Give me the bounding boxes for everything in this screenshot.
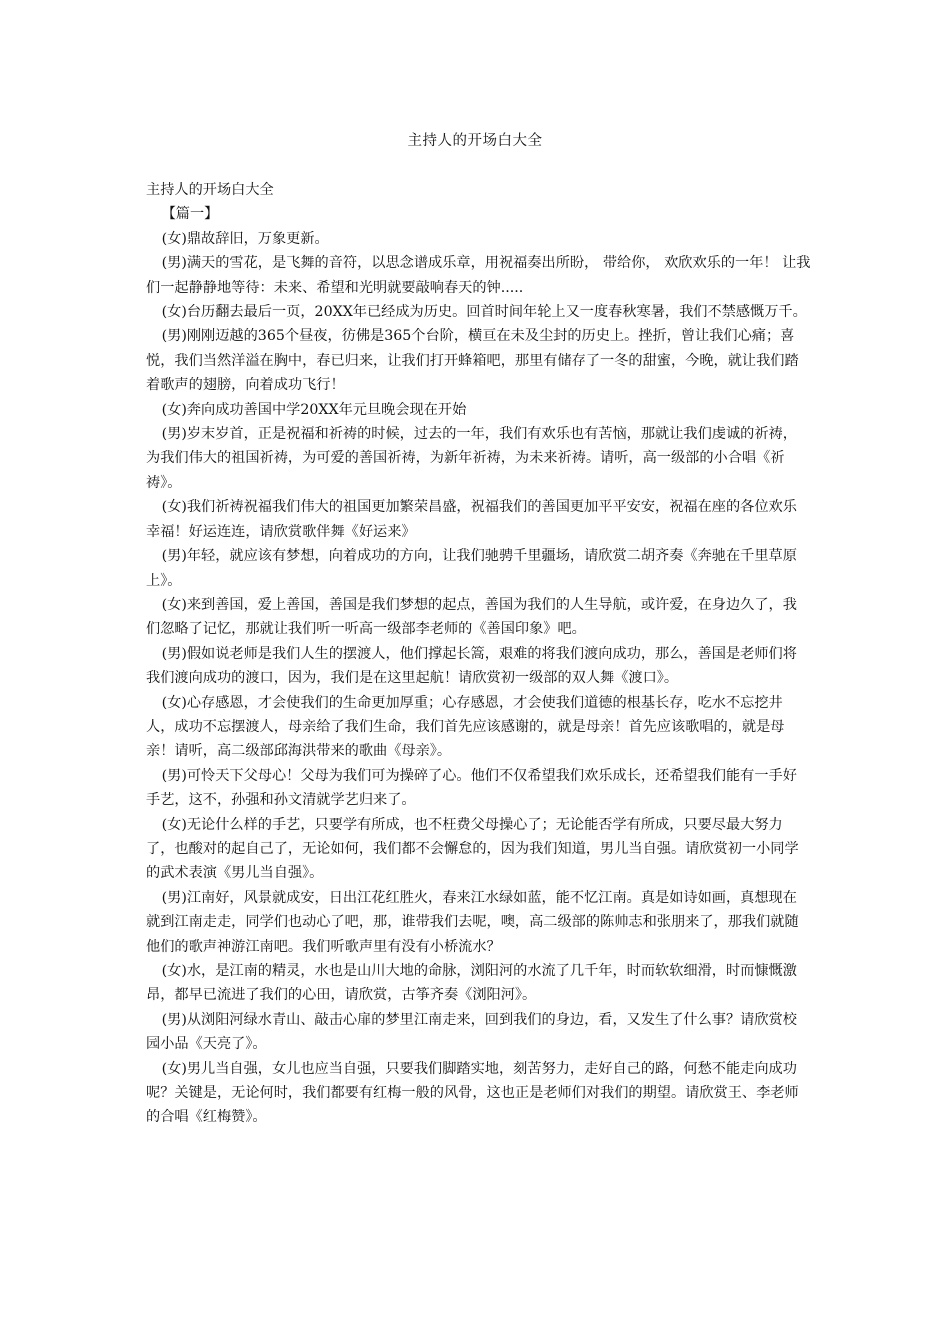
- paragraph: (男)岁末岁首，正是祝福和祈祷的时候，过去的一年，我们有欢乐也有苦恼，那就让我们虔诚的祈祷，为我们伟大的祖国祈祷，为可爱的善国祈祷，为新年祈祷，为未来祈祷。请听，高一级部的小合唱《祈祷》。: [146, 426, 797, 491]
- document-heading: 主持人的开场白大全: [146, 182, 274, 198]
- paragraph: (男)假如说老师是我们人生的摆渡人，他们撑起长篙，艰难的将我们渡向成功，那么，善国是老师们将我们渡向成功的渡口，因为，我们是在这里起航！请欣赏初一级部的双人舞《渡口》。: [146, 645, 797, 687]
- paragraph: (女)奔向成功善国中学20XX年元旦晚会现在开始: [161, 401, 467, 418]
- paragraph: (女)来到善国，爱上善国，善国是我们梦想的起点，善国为我们的人生导航，或许爱，在身边久了，我们忽略了记忆，那就让我们听一听高一级部李老师的《善国印象》吧。: [146, 596, 797, 638]
- paragraph: (男)江南好，风景就成安，日出江花红胜火，春来江水绿如蓝，能不忆江南。真是如诗如画，真想现在就到江南走走，同学们也动心了吧，那，谁带我们去呢，噢，高二级部的陈帅志和张朋来了，那我们就随他们的歌声神游江南吧。我们听歌声里有没有小桥流水？: [146, 889, 799, 955]
- paragraph: (男)从浏阳河绿水青山、敲击心扉的梦里江南走来，回到我们的身边，看，又发生了什么事？请欣赏校园小品《天亮了》。: [146, 1011, 797, 1053]
- paragraph: (男)刚刚迈越的365个昼夜，彷佛是365个台阶，横亘在未及尘封的历史上。挫折，曾让我们心痛；喜悦，我们当然洋溢在胸中，春已归来，让我们打开蜂箱吧，那里有储存了一冬的甜蜜，今晚，就让我们踏着歌声的翅膀，向着成功飞行！: [146, 328, 799, 394]
- paragraph: (男)年轻，就应该有梦想，向着成功的方向，让我们驰骋千里疆场，请欣赏二胡齐奏《奔驰在千里草原上》。: [146, 548, 797, 589]
- paragraph: (女)台历翻去最后一页，20XX年已经成为历史。回首时间年轮上又一度春秋寒暑，我们不禁感慨万千。: [161, 304, 807, 321]
- paragraph: (男)满天的雪花，是飞舞的音符，以思念谱成乐章，用祝福奏出所盼， 带给你， 欢欣欢乐的一年！ 让我们一起静静地等待：未来、希望和光明就要敲响春天的钟.....: [146, 255, 811, 296]
- document-body: [146, 178, 811, 1130]
- section-label: 【篇一】: [161, 206, 219, 223]
- paragraph: (女)心存感恩，才会使我们的生命更加厚重；心存感恩，才会使我们道德的根基长存，吃水不忘挖井人，成功不忘摆渡人，母亲给了我们生命，我们首先应该感谢的，就是母亲！首先应该歌唱的，就是母亲！请听，高二级部邱海洪带来的歌曲《母亲》。: [146, 694, 785, 760]
- document-title: 主持人的开场白大全: [407, 133, 543, 149]
- paragraph: (女)鼎故辞旧，万象更新。: [161, 230, 329, 247]
- paragraph: (女)水，是江南的精灵，水也是山川大地的命脉，浏阳河的水流了几千年，时而软软细滑，时而慷慨激昂，都早已流进了我们的心田，请欣赏，古筝齐奏《浏阳河》。: [146, 963, 797, 1004]
- paragraph: (女)无论什么样的手艺，只要学有所成，也不枉费父母操心了；无论能否学有所成，只要尽最大努力了，也酸对的起自己了，无论如何，我们都不会懈怠的，因为我们知道，男儿当自强。请欣赏初一小同学的武术表演《男儿当自强》。: [146, 816, 799, 882]
- paragraph: (女)男儿当自强，女儿也应当自强，只要我们脚踏实地，刻苦努力，走好自己的路，何愁不能走向成功呢？关键是，无论何时，我们都要有红梅一般的风骨，这也正是老师们对我们的期望。请欣赏王、李老师的合唱《红梅赞》。: [146, 1060, 799, 1126]
- paragraph: (男)可怜天下父母心！父母为我们可为操碎了心。他们不仅希望我们欢乐成长，还希望我们能有一手好手艺，这不，孙强和孙文清就学艺归来了。: [146, 767, 797, 809]
- paragraph: (女)我们祈祷祝福我们伟大的祖国更加繁荣昌盛，祝福我们的善国更加平平安安，祝福在座的各位欢乐幸福！好运连连，请欣赏歌伴舞《好运来》: [146, 499, 797, 540]
